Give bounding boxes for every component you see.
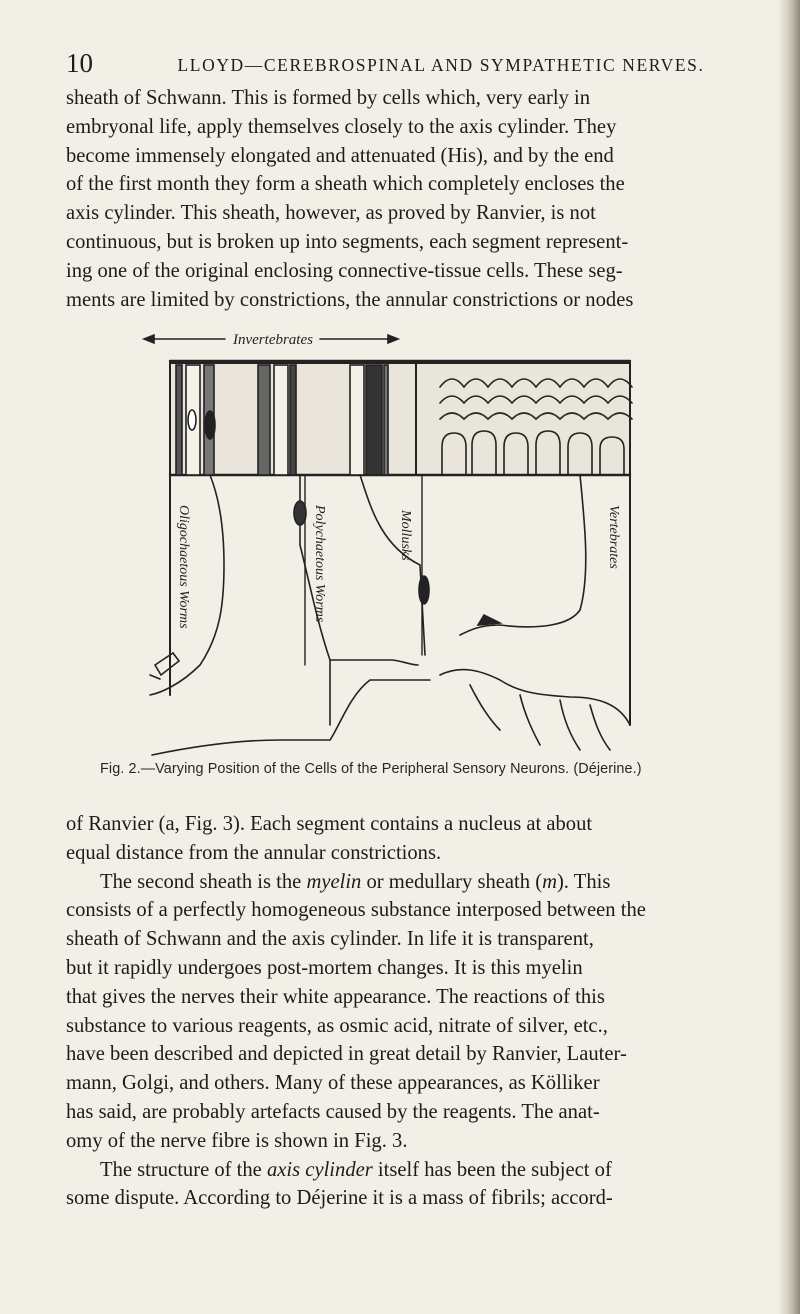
page-number: 10 <box>66 48 93 78</box>
text-line: sheath of Schwann. This is formed by cells which, very early in <box>66 87 591 109</box>
polychaetous-branch <box>330 660 418 665</box>
text-fragment: or medullary sheath ( <box>361 870 543 893</box>
lower-outline-left <box>152 680 430 755</box>
text-line: ments are limited by constrictions, the annular constrictions or nodes <box>66 288 634 311</box>
polychaetous-cell-body <box>294 501 306 525</box>
text-line: continuous, but is broken up into segments, each segment represent- <box>66 230 629 253</box>
text-line: of the first month they form a sheath which completely encloses the <box>66 173 625 196</box>
text-line: has said, are probably artefacts caused by the reagents. The anat- <box>66 1100 600 1123</box>
label-vertebrates: Vertebrates <box>606 505 621 569</box>
text-line: axis cylinder. This sheath, however, as proved by Ranvier, is not <box>66 202 596 225</box>
page-edge-shadow <box>778 0 800 1314</box>
running-head: LLOYD—CEREBROSPINAL AND SYMPATHETIC NERVES. <box>177 55 705 75</box>
text-line: embryonal life, apply themselves closely to the axis cylinder. They <box>66 115 617 138</box>
text-line: become immensely elongated and attenuated (His), and by the end <box>66 144 614 167</box>
text-fragment: ). This <box>556 870 611 893</box>
oligochaetous-cell-body <box>205 411 215 439</box>
vertebrate-neuron-fibre <box>500 475 586 627</box>
text-fragment: The structure of the <box>100 1158 267 1181</box>
italic-term: myelin <box>306 870 362 893</box>
text-fragment: The second sheath is the <box>100 870 307 893</box>
italic-term: m <box>542 870 557 893</box>
text-line: some dispute. According to Déjerine it is a mass of fibrils; accord- <box>66 1187 613 1210</box>
figure-2-neuron-diagram <box>140 325 660 765</box>
text-line: sheath of Schwann and the axis cylinder. In life it is transparent, <box>66 928 594 951</box>
nerve-ending-left <box>150 653 179 679</box>
label-polychaetous: Polychaetous Worms <box>312 505 327 623</box>
text-line: substance to various reagents, as osmic acid, nitrate of silver, etc., <box>66 1014 608 1037</box>
text-line-axis-cylinder <box>66 1156 764 1185</box>
label-mollusks: Mollusks <box>398 510 413 561</box>
vertebrate-ganglion-cell <box>478 615 500 625</box>
text-line: of Ranvier (a, Fig. 3). Each segment contains a nucleus at about <box>66 813 593 835</box>
text-line: omy of the nerve fibre is shown in Fig. 3. <box>66 1129 408 1152</box>
arrow-left-head <box>144 335 154 343</box>
page-header <box>66 48 766 82</box>
text-line: that gives the nerves their white appearance. The reactions of this <box>66 985 605 1008</box>
text-line: have been described and depicted in great detail by Ranvier, Lauter- <box>66 1043 627 1066</box>
top-label: Invertebrates <box>233 332 313 348</box>
figure-caption: Fig. 2.—Varying Position of the Cells of the Peripheral Sensory Neurons. (Déjerine.) <box>100 761 642 777</box>
text-line: ing one of the original enclosing connective-tissue cells. These seg- <box>66 259 623 282</box>
paragraph-1 <box>66 84 764 314</box>
text-fragment: itself has been the subject of <box>372 1158 612 1181</box>
figure-2-drawing <box>140 325 660 765</box>
italic-term: axis cylinder <box>266 1158 373 1181</box>
text-line: equal distance from the annular constrictions. <box>66 841 442 864</box>
mollusk-neuron-fibre <box>360 475 425 655</box>
text-line: consists of a perfectly homogeneous substance interposed between the <box>66 899 646 922</box>
text-line-myelin <box>66 868 764 897</box>
lower-outline-right <box>440 670 630 725</box>
text-line: mann, Golgi, and others. Many of these appearances, as Kölliker <box>66 1072 600 1095</box>
arrow-right-head <box>388 335 398 343</box>
mollusk-cell-body <box>419 576 429 604</box>
text-line: but it rapidly undergoes post-mortem changes. It is this myelin <box>66 956 583 979</box>
paragraph-2 <box>66 810 764 1213</box>
label-oligochaetous: Oligochaetous Worms <box>176 505 191 629</box>
